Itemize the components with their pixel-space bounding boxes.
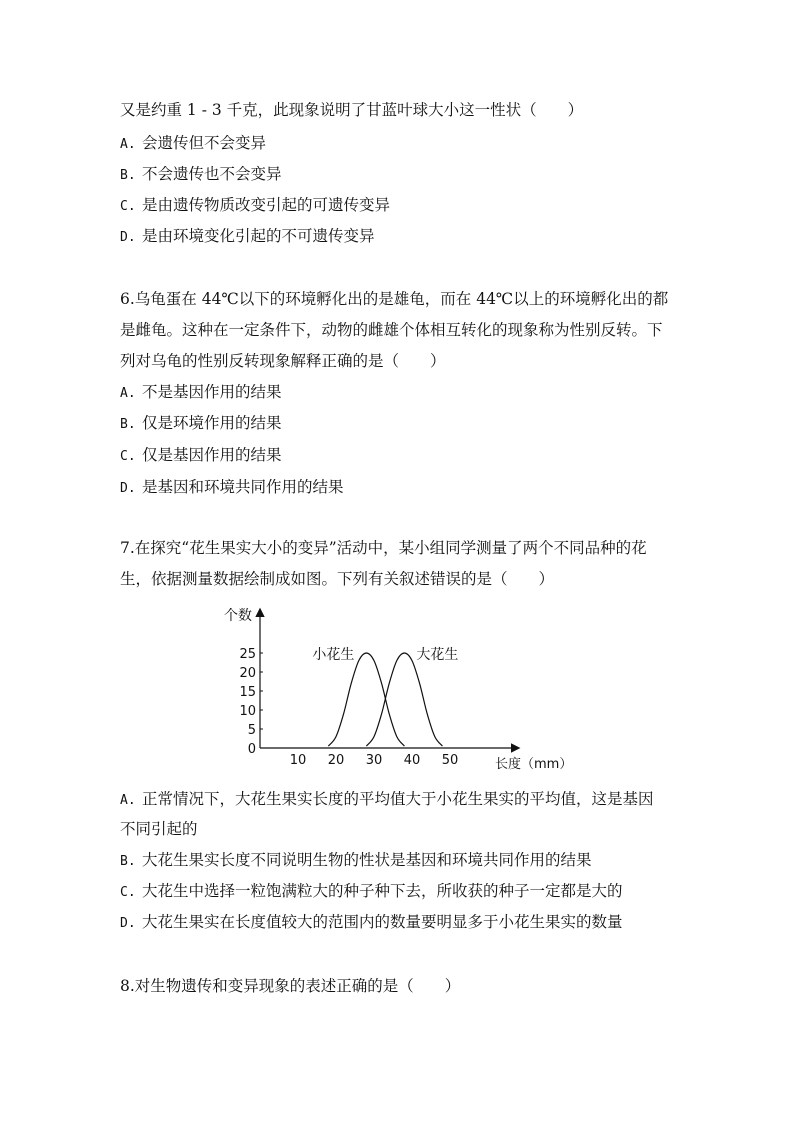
option-label: D. [120,481,136,496]
y-tick-label: 10 [239,704,256,719]
q5-option-a [120,133,266,155]
option-text: 大花生果实长度不同说明生物的性状是基因和环境共同作用的结果 [142,851,592,869]
y-tick-label: 20 [239,666,256,681]
option-text: 大花生果实在长度值较大的范围内的数量要明显多于小花生果实的数量 [142,913,623,931]
option-text: 是基因和环境共同作用的结果 [142,478,344,496]
q6-option-b [120,413,282,435]
q7-option-a [120,789,654,811]
x-tick-label: 40 [403,753,421,768]
q7-stem-line-2: 生，依据测量数据绘制成如图。下列有关叙述错误的是（ ） [120,570,555,588]
x-tick-label: 30 [365,753,383,768]
option-label: B. [120,854,136,869]
series-line-large-peanut [366,653,442,746]
q5-option-d [120,226,375,248]
option-label: D. [120,230,136,245]
x-tick-label: 50 [441,753,459,768]
option-text: 不是基因作用的结果 [142,383,282,401]
q7-option-a-cont [120,819,198,839]
option-label: C. [120,885,136,900]
option-label: B. [120,417,136,432]
q7-option-d [120,912,623,934]
q5-option-b [120,164,282,186]
option-label: A. [120,137,136,152]
q7-option-c [120,881,623,903]
series-group [312,646,458,746]
option-text: 不同引起的 [120,820,198,838]
series-label: 大花生 [416,647,459,663]
x-axis-label: 长度（mm） [495,757,573,772]
option-label: B. [120,168,136,183]
option-text: 仅是环境作用的结果 [142,414,282,432]
series-line-small-peanut [328,653,404,746]
y-axis-label: 个数 [224,608,252,624]
option-text: 大花生中选择一粒饱满粒大的种子种下去，所收获的种子一定都是大的 [142,882,623,900]
peanut-length-chart [220,600,580,780]
option-label: D. [120,916,136,931]
option-text: 是由遗传物质改变引起的可遗传变异 [142,196,391,214]
q6-option-d [120,477,344,499]
q5-stem: 又是约重 1 - 3 千克，此现象说明了甘蓝叶球大小这一性状（ ） [120,101,584,119]
series-label: 小花生 [312,647,355,663]
option-label: A. [120,793,136,808]
q7-option-b [120,850,592,872]
x-tick-label: 20 [327,753,345,768]
option-text: 会遗传但不会变异 [142,134,267,152]
option-text: 正常情况下，大花生果实长度的平均值大于小花生果实的平均值，这是基因 [142,790,654,808]
q6-stem-line-2: 是雌龟。这种在一定条件下，动物的雌雄个体相互转化的现象称为性别反转。下 [120,321,663,339]
y-tick-label: 15 [239,685,256,700]
option-label: A. [120,386,136,401]
y-tick-label: 0 [247,742,256,757]
q8-stem: 8.对生物遗传和变异现象的表述正确的是（ ） [120,977,461,995]
option-label: C. [120,199,136,214]
q7-stem-line-1: 7.在探究“花生果实大小的变异”活动中，某小组同学测量了两个不同品种的花 [120,539,647,557]
option-text: 仅是基因作用的结果 [142,446,282,464]
q6-stem-line-3: 列对乌龟的性别反转现象解释正确的是（ ） [120,352,446,370]
q6-option-c [120,445,282,467]
q6-option-a [120,382,282,404]
y-tick-label: 5 [247,723,256,738]
q6-stem-line-1: 6.乌龟蛋在 44℃以下的环境孵化出的是雄龟，而在 44℃以上的环境孵化出的都 [120,290,669,308]
y-tick-label: 25 [239,647,256,662]
q5-option-c [120,195,390,217]
option-text: 是由环境变化引起的不可遗传变异 [142,227,375,245]
chart-svg [220,600,580,780]
x-tick-label: 10 [289,753,307,768]
option-text: 不会遗传也不会变异 [142,165,282,183]
option-label: C. [120,449,136,464]
